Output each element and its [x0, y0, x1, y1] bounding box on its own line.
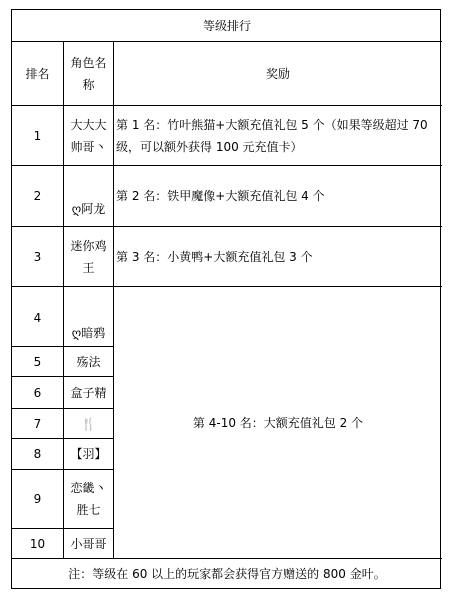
player-name: 盒子精	[70, 385, 107, 400]
table-title: 等级排行	[202, 18, 251, 33]
rank-cell: 6	[33, 385, 42, 400]
ranking-table	[11, 9, 441, 589]
player-name: ღ暗鸦	[71, 326, 106, 340]
rank-cell: 1	[33, 128, 42, 143]
rank-cell: 2	[33, 189, 42, 203]
footer-note: 注：等级在 60 以上的玩家都会获得官方赠送的 800 金叶。	[68, 567, 386, 581]
reward-text: 第 2 名：铁甲魔像+大额充值礼包 4 个	[116, 189, 325, 203]
reward-text: 第 1 名：竹叶熊猫+大额充值礼包 5 个（如果等级超过 70 级，可以额外获得 100 元充值卡）	[116, 117, 428, 154]
rank-cell: 4	[33, 311, 42, 325]
merged-reward-text: 第 4-10 名：大额充值礼包 2 个	[192, 415, 364, 430]
player-name: 🍴	[81, 416, 96, 431]
rank-cell: 8	[33, 447, 42, 461]
rank-cell: 5	[33, 354, 42, 369]
player-name: 殇法	[76, 354, 101, 369]
header-reward: 奖励	[265, 66, 290, 81]
rank-cell: 3	[33, 249, 42, 264]
player-name: 小哥哥	[70, 536, 107, 551]
player-name: 恋畿丶胜七	[70, 481, 107, 517]
player-name: ღ阿龙	[71, 202, 106, 216]
rank-cell: 9	[33, 492, 42, 506]
player-name: 迷你鸡王	[70, 238, 107, 275]
header-rank: 排名	[25, 66, 50, 81]
header-name: 角色名称	[70, 55, 107, 92]
player-name: 【羽】	[70, 447, 107, 461]
player-name: 大大大帅哥丶	[70, 117, 107, 154]
rank-cell: 7	[33, 416, 42, 431]
rank-cell: 10	[29, 536, 46, 551]
reward-text: 第 3 名：小黄鸭+大额充值礼包 3 个	[116, 249, 313, 264]
